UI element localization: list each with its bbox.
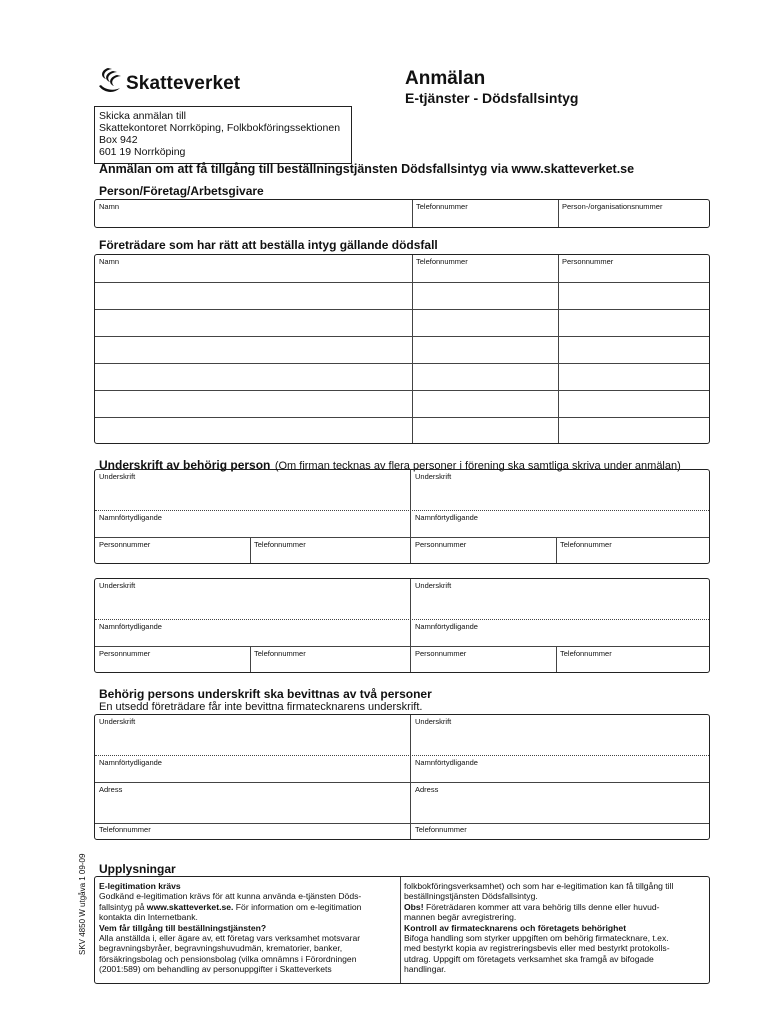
sig2-left-pnr-label: Personnummer xyxy=(99,649,151,658)
sig1-right-name-label: Namnförtydligande xyxy=(415,513,478,522)
table-row-line xyxy=(95,363,709,364)
right-text-2: beställningstjänsten Dödsfallsintyg. xyxy=(404,891,538,902)
right-text-1: folkbokföringsverksamhet) och som har e-legitimation kan få tillgång till xyxy=(404,881,674,891)
info-heading: Upplysningar xyxy=(99,862,176,876)
sig1-left-name-label: Namnförtydligande xyxy=(99,513,162,522)
representatives-heading: Företrädare som har rätt att beställa intyg gällande dödsfall xyxy=(99,238,438,252)
witness-left-address-label: Adress xyxy=(99,785,123,794)
person-box[interactable] xyxy=(94,199,710,228)
access-text-2: begravningsbyråer, begravningshuvudmän, krematorier, banker, xyxy=(99,943,343,954)
obs-label: Obs! xyxy=(404,901,424,912)
rep-name-label: Namn xyxy=(99,257,120,266)
signature-box-2[interactable] xyxy=(94,578,710,673)
rep-phone-label: Telefonnummer xyxy=(416,257,468,266)
sig1-right-phone-label: Telefonnummer xyxy=(560,540,612,549)
sig2-left-phone-label: Telefonnummer xyxy=(254,649,306,658)
sig1-left-phone-label: Telefonnummer xyxy=(254,540,306,549)
divider xyxy=(558,255,559,443)
sig2-right-name-label: Namnförtydligande xyxy=(415,622,478,631)
divider xyxy=(410,715,411,839)
obs-text-2: mannen begär avregistrering. xyxy=(404,912,517,923)
witness-right-name-label: Namnförtydligande xyxy=(415,758,478,767)
sig1-left-signature-label: Underskrift xyxy=(99,472,136,481)
control-text-3: utdrag. Uppgift om företagets verksamhet ska framgå av bifogade xyxy=(404,953,654,964)
row-line xyxy=(95,823,709,824)
signature-box-1[interactable] xyxy=(94,469,710,564)
table-row-line xyxy=(95,336,709,337)
divider xyxy=(410,579,411,672)
form-subtitle: E-tjänster - Dödsfallsintyg xyxy=(405,90,579,106)
form-code: SKV 4850 W utgåva 1 09-09 xyxy=(78,853,87,955)
access-text-4: (2001:589) om behandling av personuppgifter i Skatteverkets xyxy=(99,964,332,975)
person-orgnr-label: Person-/organisationsnummer xyxy=(562,202,663,211)
sig1-left-pnr-label: Personnummer xyxy=(99,540,151,549)
table-row-line xyxy=(95,390,709,391)
witness-heading: Behörig persons underskrift ska bevittnas av två personer xyxy=(99,687,432,701)
divider xyxy=(556,537,557,563)
sig2-right-signature-label: Underskrift xyxy=(415,581,452,590)
main-heading: Anmälan om att få tillgång till beställningstjänsten Dödsfallsintyg via www.skatteverket.se xyxy=(99,162,635,176)
access-text-3: försäkringsbolag och pensionsbolag (vilka omnämns i Förordningen xyxy=(99,953,357,964)
control-text-1: Bifoga handling som styrker uppgiften om behörig firmatecknare, t.ex. xyxy=(404,933,669,944)
sig2-left-name-label: Namnförtydligande xyxy=(99,622,162,631)
address-line-3: Box 942 xyxy=(99,134,138,146)
witness-subheading: En utsedd företrädare får inte bevittna firmatecknarens underskrift. xyxy=(99,701,423,713)
e-leg-link[interactable]: www.skatteverket.se. xyxy=(146,901,234,912)
form-title: Anmälan xyxy=(405,68,486,89)
address-line-2: Skattekontoret Norrköping, Folkbokföringssektionen xyxy=(99,122,341,134)
person-name-label: Namn xyxy=(99,202,120,211)
signature-line xyxy=(95,510,709,511)
signature-heading-note: (Om firman tecknas av flera personer i förening ska samtliga skriva under anmälan) xyxy=(274,460,681,472)
row-line xyxy=(95,646,709,647)
signature-heading: Underskrift av behörig person xyxy=(99,458,271,472)
access-title: Vem får tillgång till beställningstjänsten? xyxy=(99,922,267,933)
sig2-right-phone-label: Telefonnummer xyxy=(560,649,612,658)
control-text-2: med bestyrkt kopia av registreringsbevis eller med bestyrkt protokolls- xyxy=(404,943,670,954)
sig1-right-pnr-label: Personnummer xyxy=(415,540,467,549)
logo-text: Skatteverket xyxy=(126,73,241,94)
witness-left-signature-label: Underskrift xyxy=(99,717,136,726)
access-text-1: Alla anställda i, eller ägare av, ett företag vars verksamhet motsvarar xyxy=(99,933,361,944)
info-left-column xyxy=(99,881,399,975)
representatives-table[interactable] xyxy=(94,254,710,444)
row-line xyxy=(95,537,709,538)
witness-right-phone-label: Telefonnummer xyxy=(415,825,467,834)
divider xyxy=(558,200,559,227)
e-leg-title: E-legitimation krävs xyxy=(99,881,181,891)
address-box xyxy=(94,106,352,164)
witness-box[interactable] xyxy=(94,714,710,840)
divider xyxy=(412,200,413,227)
obs-text-1: Företrädaren kommer att vara behörig tills denne eller huvud- xyxy=(423,901,660,912)
skatteverket-logo-icon xyxy=(96,66,126,96)
table-row-line xyxy=(95,282,709,283)
witness-right-signature-label: Underskrift xyxy=(415,717,452,726)
sig2-right-pnr-label: Personnummer xyxy=(415,649,467,658)
e-leg-text-2a: fallsintyg på xyxy=(99,901,147,912)
divider xyxy=(250,537,251,563)
e-leg-text-1: Godkänd e-legitimation krävs för att kunna använda e-tjänsten Döds- xyxy=(99,891,362,902)
divider xyxy=(412,255,413,443)
table-row-line xyxy=(95,417,709,418)
divider xyxy=(410,470,411,563)
info-right-column xyxy=(404,881,708,975)
table-row-line xyxy=(95,309,709,310)
signature-line xyxy=(95,619,709,620)
witness-right-address-label: Adress xyxy=(415,785,439,794)
control-title: Kontroll av firmatecknarens och företagets behörighet xyxy=(404,922,627,933)
row-line xyxy=(95,782,709,783)
divider xyxy=(250,646,251,672)
control-text-4: handlingar. xyxy=(404,964,447,975)
person-heading: Person/Företag/Arbetsgivare xyxy=(99,184,264,198)
address-line-1: Skicka anmälan till xyxy=(99,110,186,122)
e-leg-text-2b: För information om e-legitimation xyxy=(233,901,362,912)
divider xyxy=(400,877,401,983)
e-leg-text-3: kontakta din Internetbank. xyxy=(99,912,198,923)
address-line-4: 601 19 Norrköping xyxy=(99,146,186,158)
sig1-right-signature-label: Underskrift xyxy=(415,472,452,481)
sig2-left-signature-label: Underskrift xyxy=(99,581,136,590)
divider xyxy=(556,646,557,672)
witness-left-phone-label: Telefonnummer xyxy=(99,825,151,834)
skatteverket-logo xyxy=(96,66,256,96)
rep-pnr-label: Personnummer xyxy=(562,257,614,266)
witness-left-name-label: Namnförtydligande xyxy=(99,758,162,767)
signature-line xyxy=(95,755,709,756)
person-phone-label: Telefonnummer xyxy=(416,202,468,211)
